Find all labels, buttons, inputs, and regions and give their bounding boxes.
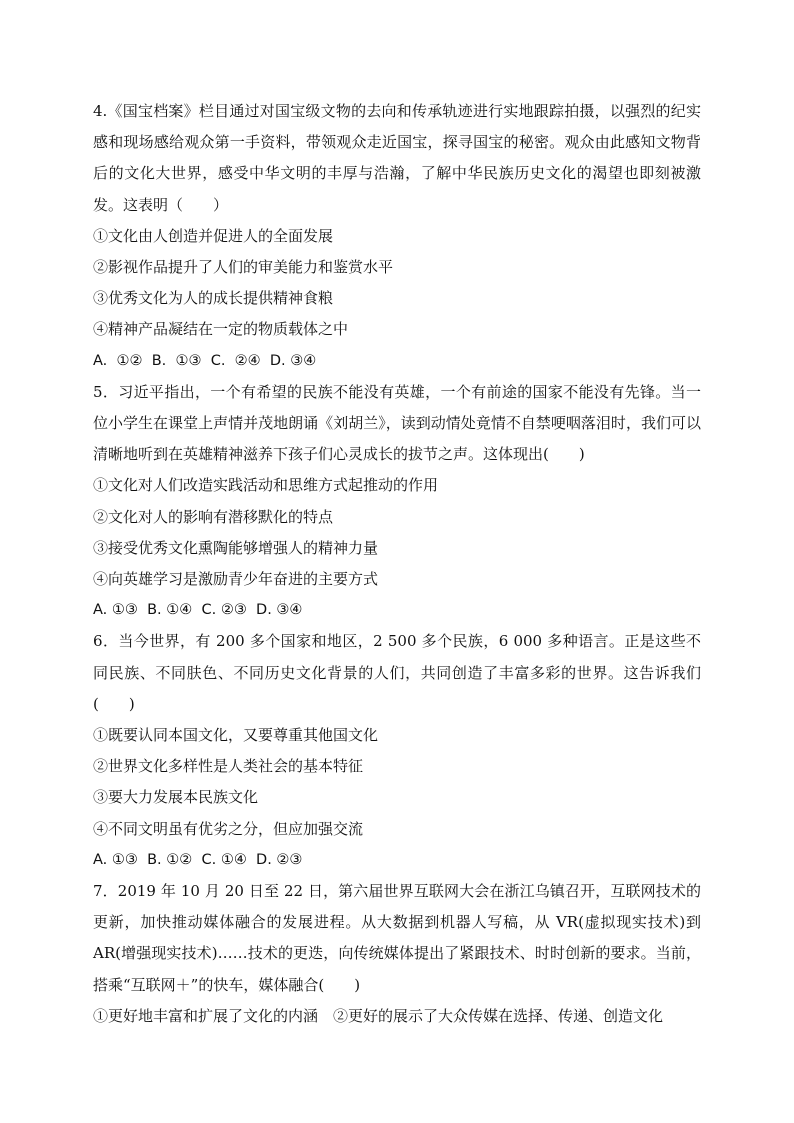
option-statement: ①更好地丰富和扩展了文化的内涵 ②更好的展示了大众传媒在选择、传递、创造文化 (93, 1006, 664, 1025)
question-4 (93, 96, 701, 377)
option-statement: ③优秀文化为人的成长提供精神食粮 (93, 289, 334, 308)
question-stem: 7．2019 年 10 月 20 日至 22 日，第六届世界互联网大会在浙江乌镇召开，互联网技术的更新，加快推动媒体融合的发展进程。从大数据到机器人写稿，从 VR(虚拟现实技术)到 AR(增强现实技术)……技术的更迭，向传统媒体提出了紧跟技术、时时创新的要求。当前，搭乘“互联网＋”的快车，媒体融合( ) (93, 882, 701, 994)
option-statement: ④不同文明虽有优劣之分，但应加强交流 (93, 819, 364, 838)
option-statement: ①既要认同本国文化，又要尊重其他国文化 (93, 726, 379, 745)
question-list (93, 96, 701, 1032)
question-stem: 6．当今世界，有 200 多个国家和地区，2 500 多个民族，6 000 多种语言。正是这些不同民族、不同肤色、不同历史文化背景的人们，共同创造了丰富多彩的世界。这告诉我们( ) (93, 632, 701, 713)
option-statement: ①文化由人创造并促进人的全面发展 (93, 226, 334, 245)
question-stem: 5．习近平指出，一个有希望的民族不能没有英雄，一个有前途的国家不能没有先锋。当一位小学生在课堂上声情并茂地朗诵《刘胡兰》，读到动情处竟情不自禁哽咽落泪时，我们可以清晰地听到在英雄精神滋养下孩子们心灵成长的拔节之声。这体现出( ) (93, 382, 701, 464)
option-statement: ④精神产品凝结在一定的物质载体之中 (93, 320, 349, 339)
option-statement: ③要大力发展本民族文化 (93, 788, 259, 807)
question-7 (93, 876, 701, 1032)
question-stem: 4.《国宝档案》栏目通过对国宝级文物的去向和传承轨迹进行实地跟踪拍摄，以强烈的纪实感和现场感给观众第一手资料，带领观众走近国宝，探寻国宝的秘密。观众由此感知文物背后的文化大世界，感受中华文明的丰厚与浩瀚，了解中华民族历史文化的渴望也即刻被激发。这表明（ ） (93, 102, 701, 214)
option-statement: ②文化对人的影响有潜移默化的特点 (93, 507, 334, 526)
answer-choices: A. ①③ B. ①② C. ①④ D. ②③ (93, 851, 303, 868)
question-6 (93, 626, 701, 876)
option-statement: ②影视作品提升了人们的审美能力和鉴赏水平 (93, 258, 394, 277)
answer-choices: A. ①③ B. ①④ C. ②③ D. ③④ (93, 602, 303, 619)
option-statement: ④向英雄学习是激励青少年奋进的主要方式 (93, 570, 379, 589)
option-statement: ①文化对人们改造实践活动和思维方式起推动的作用 (93, 476, 439, 495)
question-5 (93, 377, 701, 627)
option-statement: ③接受优秀文化熏陶能够增强人的精神力量 (93, 538, 379, 557)
answer-choices: A. ①② B. ①③ C. ②④ D. ③④ (93, 352, 317, 369)
option-statement: ②世界文化多样性是人类社会的基本特征 (93, 757, 364, 776)
